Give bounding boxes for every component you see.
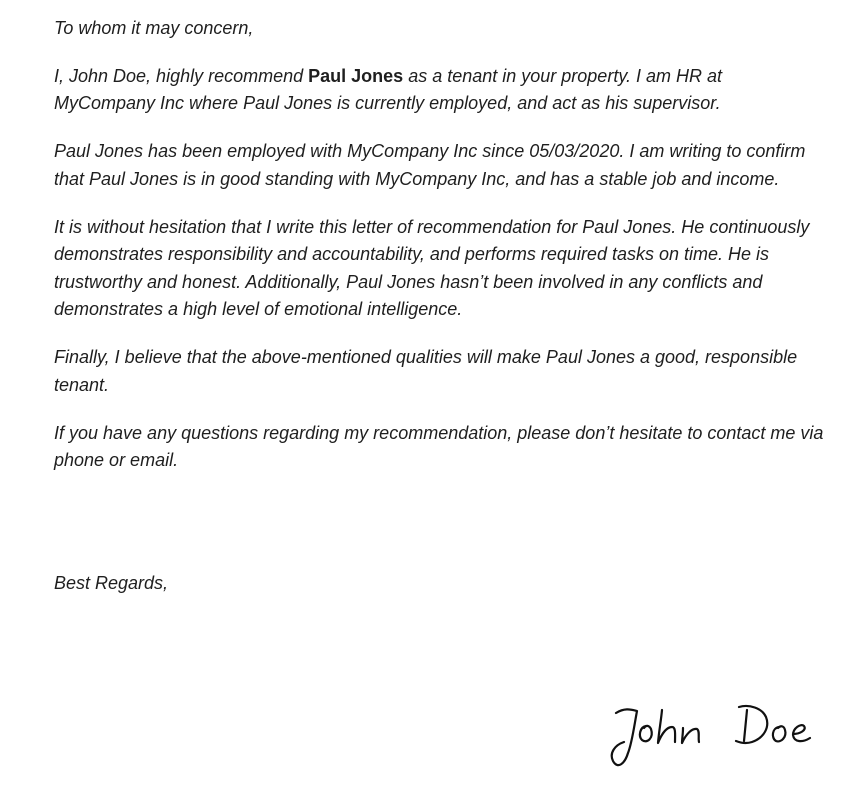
- intro-prefix: I, John Doe, highly recommend: [54, 65, 309, 86]
- contact-paragraph: If you have any questions regarding my recommendation, please don’t hesitate to contact me via phone or email.: [54, 422, 824, 470]
- intro-suffix: as a tenant in your property. I am HR at MyCompany Inc where Paul Jones is currently employed, and act as his supervisor.: [54, 65, 723, 113]
- letter-body: [54, 15, 824, 495]
- signature: [606, 696, 821, 776]
- signature-letter-h: [658, 710, 675, 743]
- character-paragraph: It is without hesitation that I write this letter of recommendation for Paul Jones. He continuously demonstrates responsibility and accountability, and performs required tasks on time. He is trustworthy and honest. Additionally, Paul Jones hasn’t been involved in any conflicts and demonstrates a high level of emotional intelligence.: [54, 216, 810, 319]
- signature-letter-d-stem: [744, 710, 747, 741]
- closing: Best Regards,: [54, 573, 169, 593]
- conclusion-paragraph: Finally, I believe that the above-mentioned qualities will make Paul Jones a good, responsible tenant.: [54, 347, 798, 395]
- greeting: To whom it may concern,: [54, 18, 254, 38]
- signature-letter-j: [612, 709, 637, 765]
- signature-letter-n: [682, 728, 699, 743]
- intro-paragraph: [54, 63, 824, 118]
- signature-letter-d: [736, 706, 767, 743]
- employment-paragraph: Paul Jones has been employed with MyCompany Inc since 05/03/2020. I am writing to confirm that Paul Jones is in good standing with MyCompany Inc, and has a stable job and income.: [54, 141, 806, 189]
- signature-letter-o2: [773, 726, 786, 741]
- signature-letter-e: [793, 725, 810, 741]
- candidate-name: Paul Jones: [308, 65, 404, 86]
- signature-letter-o: [640, 726, 652, 741]
- signature-mark: [606, 696, 821, 776]
